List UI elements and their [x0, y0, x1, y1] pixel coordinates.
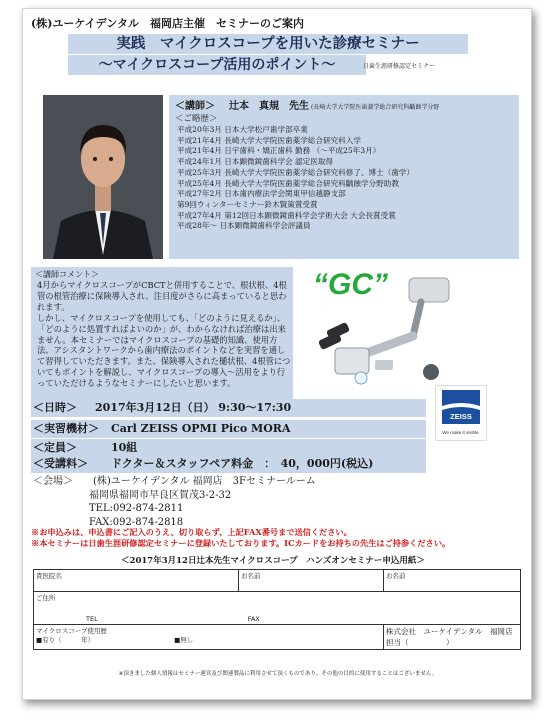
form-name2-field[interactable]: お名前	[384, 570, 521, 592]
form-history-field[interactable]: マイクロスコープ使用歴 ■有り（ 年） ■無し	[34, 625, 384, 650]
microscope-image	[291, 264, 461, 404]
form-company-field: 株式会社 ユーケイデンタル 福岡店 担当（ ）	[384, 625, 521, 650]
list-item: 平成21年4月 長崎大学大学院医歯薬学総合研究科入学	[177, 135, 361, 145]
detail-label: ＜受講料＞	[33, 457, 88, 470]
warning-line: ※お申込みは、申込書にご記入のうえ、切り取らず、上記FAX番号まで送信ください。	[31, 527, 352, 537]
list-item: 平成20年3月 日本大学松戸歯学部卒業	[177, 125, 308, 134]
header-text: (株)ユーケイデンタル 福岡店主催 セミナーのご案内	[31, 17, 304, 30]
lecturer-affiliation: (長崎大学大学院医歯薬学総合研究科齲蝕学分野	[311, 104, 440, 111]
venue-name: (株)ユーケイデンタル 福岡店 3Fセミナールーム	[93, 476, 316, 487]
form-address-field[interactable]: ご住所 TEL FAX	[34, 592, 521, 625]
venue-tel: TEL:092-874-2811	[89, 503, 184, 515]
detail-label: ＜日時＞	[33, 401, 77, 414]
detail-value: 10組	[111, 441, 138, 454]
detail-value: Carl ZEISS OPMI Pico MORA	[111, 422, 291, 435]
detail-row-date	[31, 399, 426, 417]
zeiss-tagline: We make it visible.	[442, 430, 480, 435]
gc-logo-text: “GC”	[313, 268, 388, 301]
lecturer-name: 辻本 真規 先生	[229, 101, 309, 112]
detail-label: ＜定員＞	[33, 441, 77, 454]
detail-row-fee	[31, 455, 426, 473]
list-item: 平成25年3月 長崎大学大学院医歯薬学総合研究科修了、博士（歯学）	[177, 167, 415, 177]
comment-paragraph: 4月からマイクロスコープがCBCTと併用することで、根状根、4根管の根管治療に保険導入され、注目度がさらに高まっていると思われます。	[37, 280, 287, 312]
form-none-option: ■無し	[174, 636, 194, 644]
certification-note: 日歯生涯研修認定セミナー	[363, 63, 436, 70]
career-label: ＜ご略歴＞	[175, 114, 218, 124]
venue-label: ＜会場＞	[33, 476, 73, 487]
career-list	[177, 125, 414, 232]
list-item: 平成24年1月 日本顕微鏡歯科学会 認定医取得	[177, 157, 334, 167]
lecturer-panel	[169, 95, 519, 259]
comment-body	[37, 280, 291, 389]
lecturer-photo	[43, 95, 163, 259]
lecturer-heading	[175, 97, 439, 112]
warning-line: ※本セミナーは日歯生涯研修認定セミナーに登録いたしております。ICカードをお持ちの先生はご持参ください。	[31, 538, 451, 548]
footer-note: ※頂きました個人情報はセミナー運営及び関連製品に利用させて頂くものであり、その他の目的に使用することはございません。	[118, 671, 438, 677]
detail-label: ＜実習機材＞	[33, 422, 99, 435]
form-title: ＜2017年3月12日辻本先生マイクロスコープ ハンズオンセミナー申込用紙＞	[121, 556, 425, 566]
seminar-flyer	[22, 8, 532, 700]
comment-paragraph: しかし、マイクロスコープを使用しても、「どのように見えるか」、「どのように処置すればよいのか」が、わからなければ治療は出来ません。本セミナーではマイクロスコープの基礎的知識、使用方法、アシスタントワークから歯内療法のポイントなどを実習を通して習得していただきます。また、保険導入された樋状根、4根管についてもポイントを解説し、マイクロスコープの導入～活用をより行っていただけるようなセミナーにしたいと思います。	[37, 312, 291, 389]
form-has-option: ■有り（ 年）	[36, 636, 95, 644]
detail-value: ドクター＆スタッフペア料金 ： 40，000円(税込)	[111, 457, 374, 470]
warning-notes	[31, 527, 450, 549]
comment-label: ＜講師コメント＞	[35, 270, 99, 279]
list-item: 平成27年4月 第12回日本顕微鏡歯科学会学術大会 大会長賞受賞	[177, 210, 396, 220]
title-line2: ～マイクロスコープ活用のポイント～	[68, 55, 366, 75]
list-item: 平成27年2月 日本歯内療法学会関東甲信越静支部	[177, 189, 346, 199]
venue-fax: FAX:092-874-2818	[89, 516, 184, 528]
list-item: 平成21年4月 日宇歯科・矯正歯科 勤務 （～平成25年3月）	[177, 146, 381, 156]
form-fax-label: FAX	[247, 615, 260, 623]
lecturer-label: ＜講師＞	[175, 101, 215, 112]
application-form	[33, 569, 521, 650]
venue-address: 福岡県福岡市早良区賀茂3-2-32	[89, 489, 232, 501]
form-name1-field[interactable]: お名前	[239, 570, 384, 592]
list-item: 平成28年～ 日本顕微鏡歯科学会評議員	[177, 221, 311, 231]
zeiss-logo	[435, 385, 487, 441]
zeiss-brand: ZEISS	[450, 412, 472, 421]
list-item: 平成25年4月 長崎大学大学院医歯薬学総合研究科齲蝕学分野助教	[177, 178, 399, 188]
detail-value: 2017年3月12日（日） 9:30～17:30	[95, 401, 292, 414]
comment-panel	[31, 267, 293, 413]
list-item: 第9回ウィンターセミナー鈴木賢策賞受賞	[177, 199, 318, 209]
detail-row-equipment	[31, 420, 426, 438]
title-line1: 実践 マイクロスコープを用いた診療セミナー	[68, 34, 468, 54]
form-tel-label: TEL	[86, 615, 98, 623]
form-clinic-field[interactable]: 貴医院名	[34, 570, 239, 592]
venue-block	[33, 475, 316, 529]
